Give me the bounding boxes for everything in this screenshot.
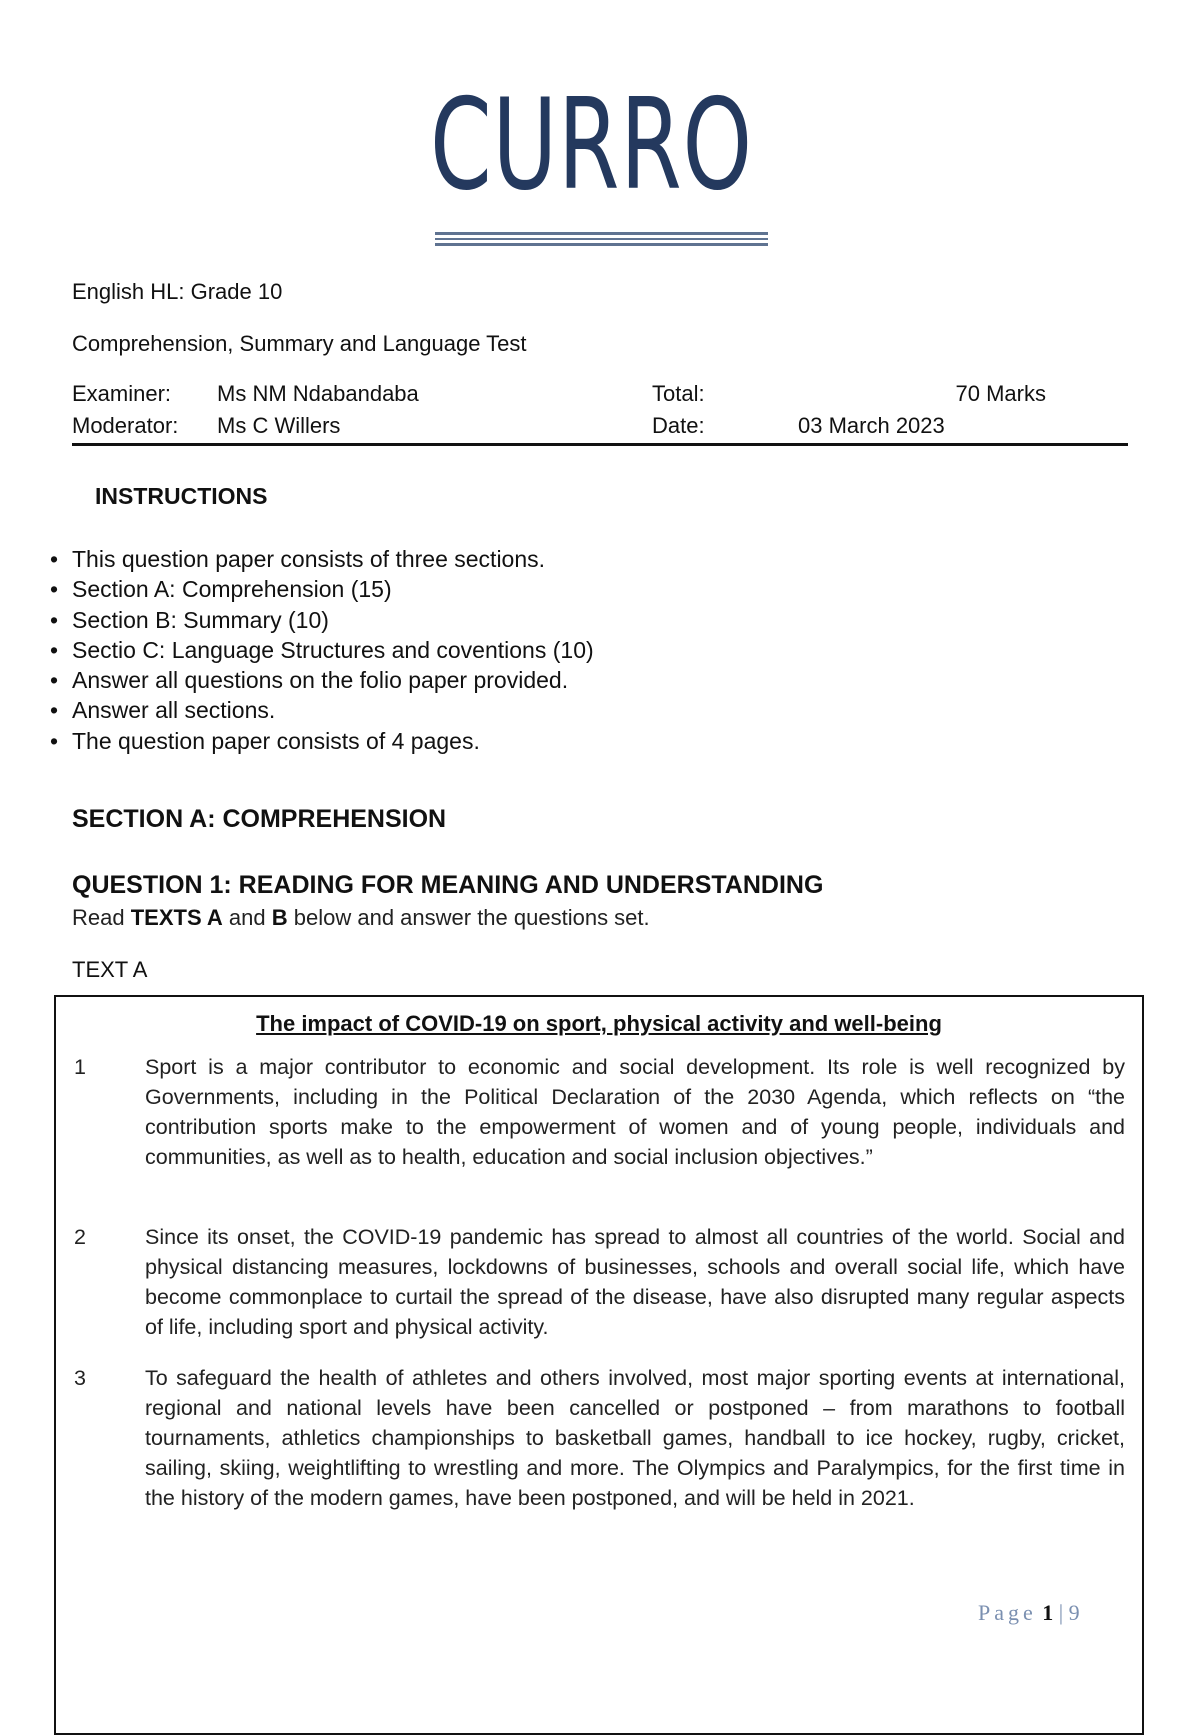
instruction-item: • Section B: Summary (10) [50,605,594,635]
logo-rule [435,238,768,240]
moderator-row [72,413,1128,445]
logo-rule [435,243,768,246]
examiner-value: Ms NM Ndabandaba [217,381,419,406]
instruction-item: • Section A: Comprehension (15) [50,574,594,604]
paragraph-number: 3 [74,1366,86,1390]
date-value: 03 March 2023 [798,413,945,438]
paragraph-text: To safeguard the health of athletes and others involved, most major sporting events at international, regional and national levels have been cancelled or postponed – from marathons to football tournaments, athletics championships to basketball games, handball to ice hockey, rugby, cricket, sailing, skiing, weightlifting to wrestling and more. The Olympics and Paralympics, for the first time in the history of the modern games, have been postponed, and will be held in 2021. [145,1366,1125,1510]
header-divider [72,443,1128,446]
read-instruction [72,905,650,931]
question-1-title: QUESTION 1: READING FOR MEANING AND UNDERSTANDING [72,871,824,899]
read-and: and [222,905,272,930]
page-label: Page [978,1600,1037,1625]
date-label: Date: [652,413,705,438]
read-texts-a: TEXTS A [130,905,223,930]
instructions-title: INSTRUCTIONS [95,483,268,509]
page-number: 1 [1042,1600,1054,1625]
paragraph-text: Since its onset, the COVID-19 pandemic has spread to almost all countries of the world. Social and physical distancing measures, lockdowns of businesses, schools and overall social life, which have become commonplace to curtail the spread of the disease, have also disrupted many regular aspects of life, including sport and physical activity. [145,1225,1125,1339]
instructions-list [50,544,594,756]
curro-logo [400,70,780,250]
read-text-b: B [271,905,288,930]
instruction-item: • This question paper consists of three sections. [50,544,594,574]
subject-line: English HL: Grade 10 [72,279,283,304]
moderator-label: Moderator: [72,413,179,438]
read-pre: Read [72,905,131,930]
moderator-value: Ms C Willers [217,413,341,438]
instruction-item: • Sectio C: Language Structures and coventions (10) [50,635,594,665]
examiner-label: Examiner: [72,381,172,406]
read-post: below and answer the questions set. [287,905,650,930]
page-footer [978,1600,1080,1626]
section-a-title: SECTION A: COMPREHENSION [72,805,447,833]
paragraph-number: 2 [74,1225,86,1249]
exam-meta [72,381,1128,445]
instruction-item: • Answer all questions on the folio paper provided. [50,665,594,695]
page-total: 9 [1068,1600,1080,1625]
paragraph-text: Sport is a major contributor to economic and social development. Its role is well recognized by Governments, including in the Political Declaration of the 2030 Agenda, which reflects on “the contribution sports make to the empowerment of women and of young people, individuals and communities, as well as to health, education and social inclusion objectives.” [145,1055,1125,1169]
text-a-title-text: The impact of COVID-19 on sport, physical activity and well-being [256,1011,942,1036]
test-title: Comprehension, Summary and Language Test [72,331,527,356]
text-a-label: TEXT A [72,957,148,982]
instruction-item: • The question paper consists of 4 pages. [50,726,594,756]
total-value: 70 Marks [955,381,1046,406]
page-separator: | [1053,1600,1069,1625]
text-a-title [56,1011,1142,1037]
paragraph-number: 1 [74,1055,86,1079]
logo-rule [435,232,768,235]
instruction-item: • Answer all sections. [50,695,594,725]
logo-wordmark: CURRO [430,71,753,218]
examiner-row [72,381,1128,413]
total-label: Total: [652,381,705,406]
